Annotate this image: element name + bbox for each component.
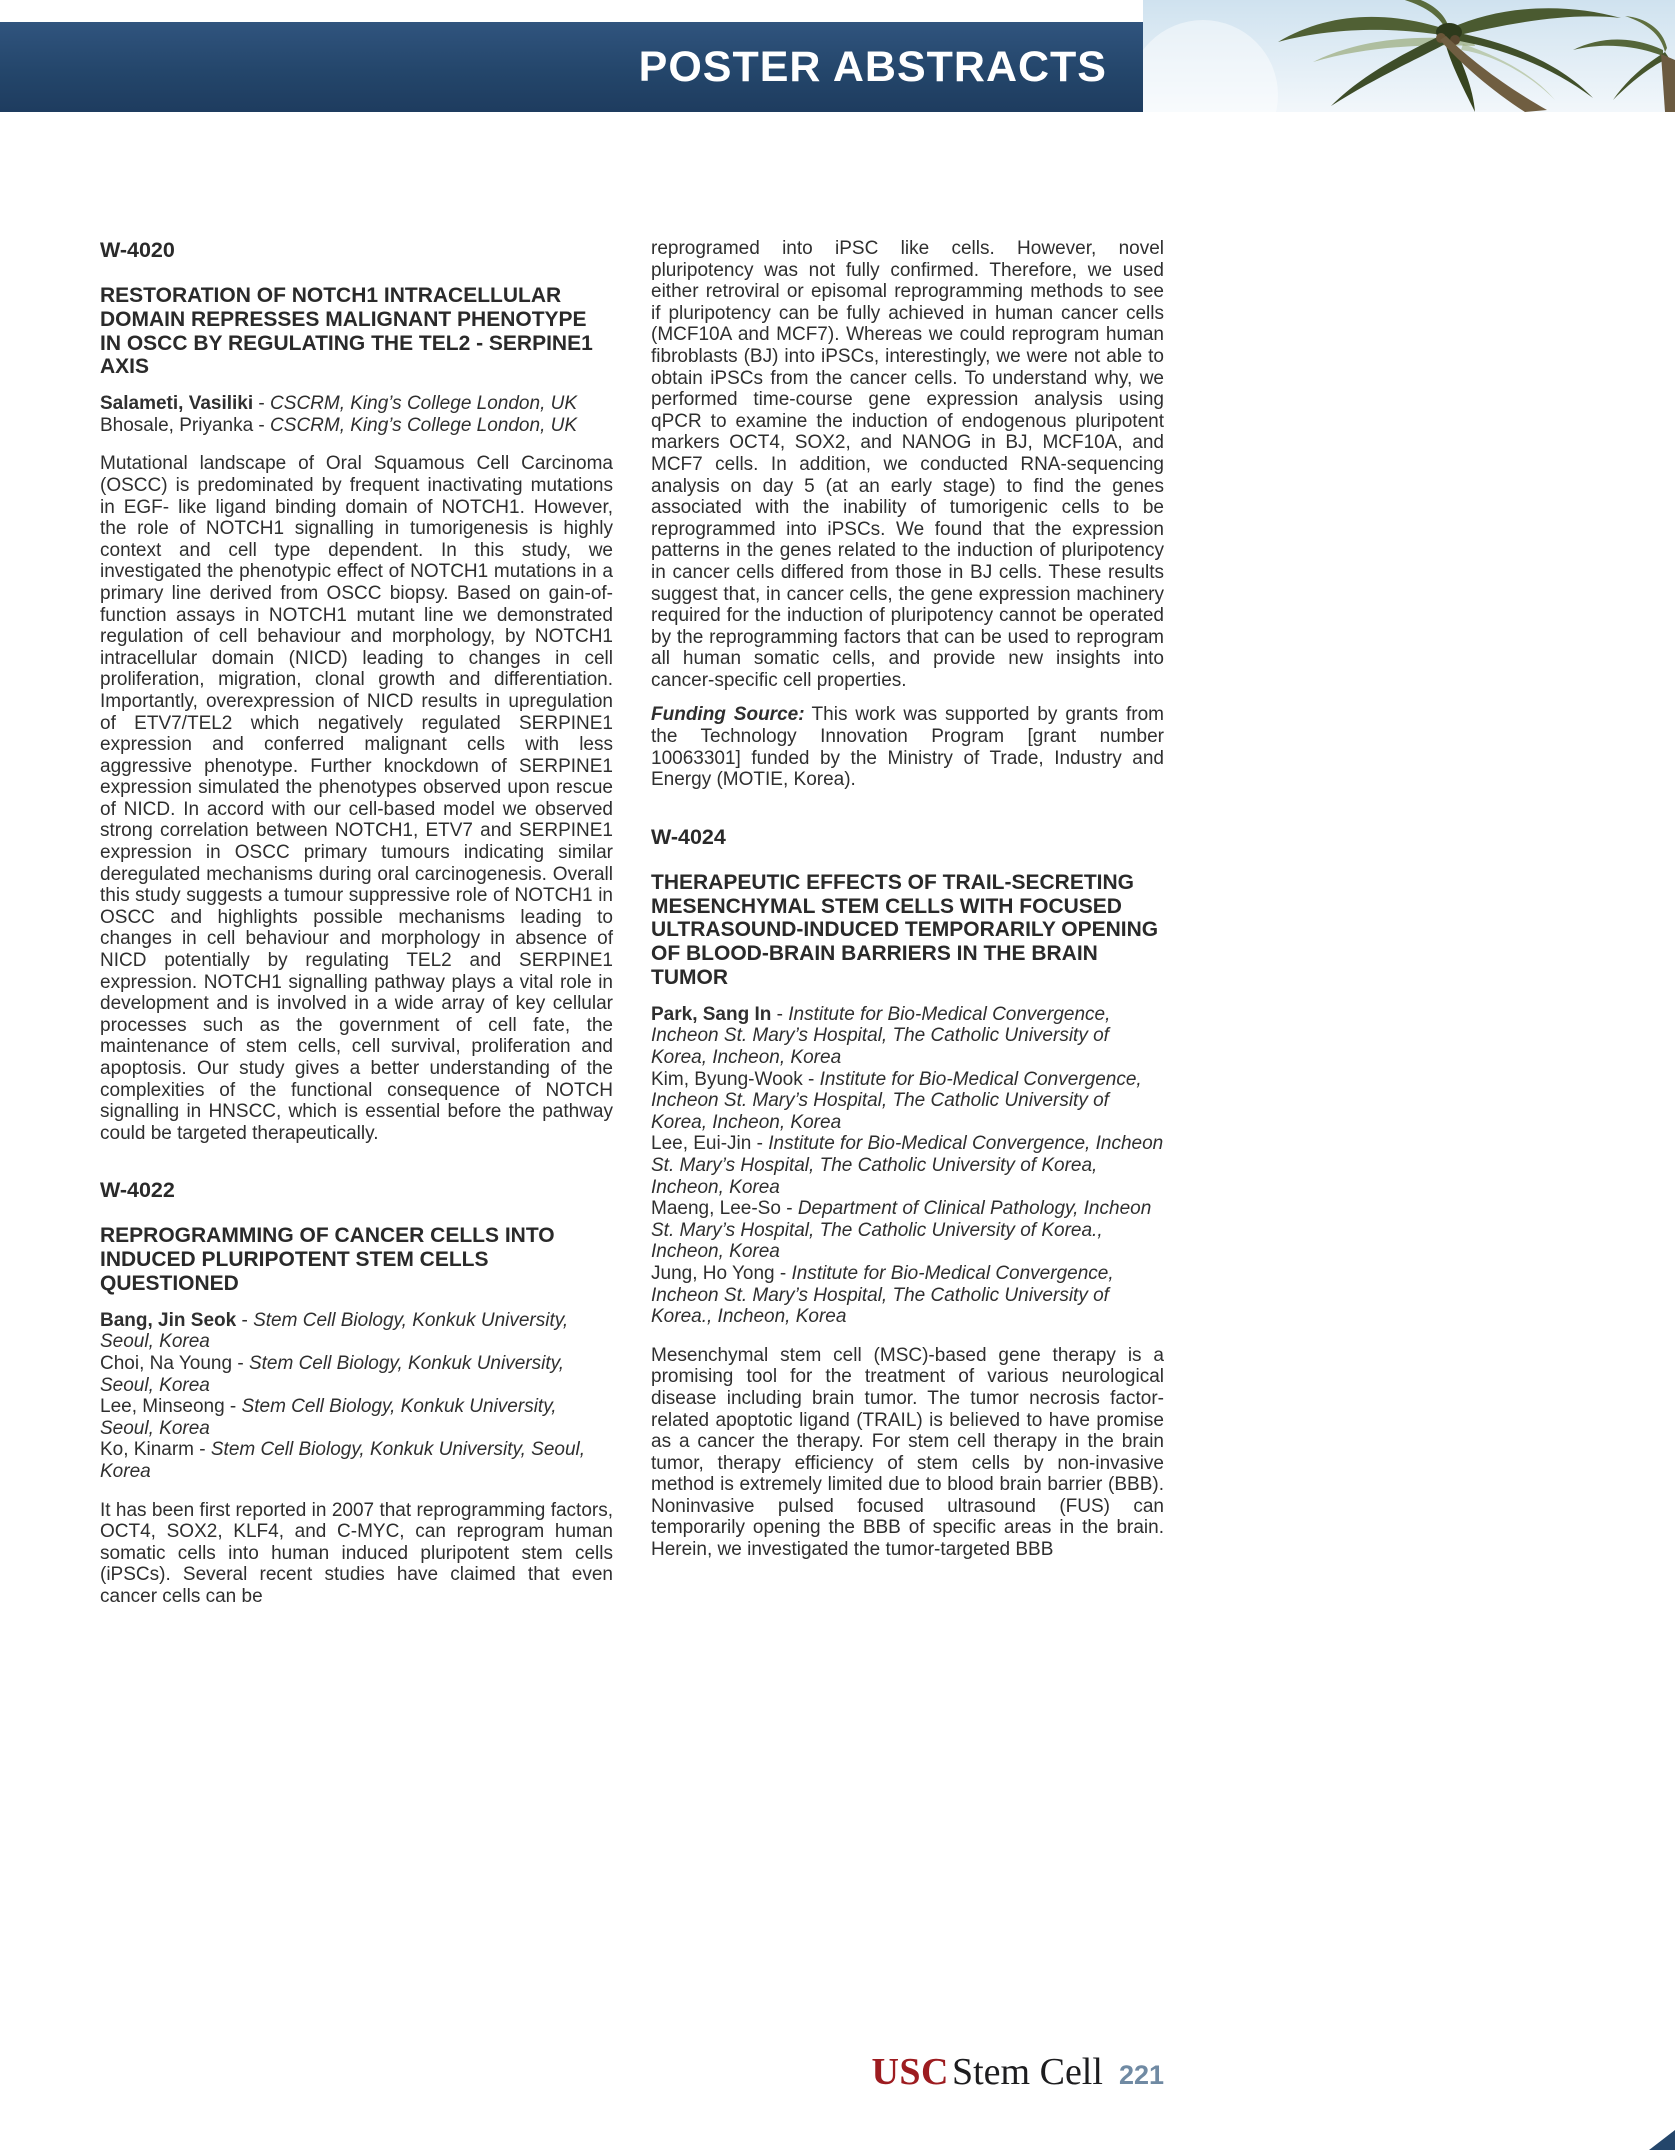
- author-entry: [100, 393, 613, 415]
- author-affiliation: Institute for Bio-Medical Convergence, Incheon St. Mary’s Hospital, The Catholic University of Korea, Incheon, Korea: [651, 1133, 1164, 1198]
- author-affiliation: Stem Cell Biology, Konkuk University, Seoul, Korea: [100, 1352, 564, 1396]
- author-entry: [651, 1198, 1164, 1263]
- abstract-title: THERAPEUTIC EFFECTS OF TRAIL-SECRETING MESENCHYMAL STEM CELLS WITH FOCUSED ULTRASOUND-INDUCED TEMPORARILY OPENING OF BLOOD-BRAIN BARRIERS IN THE BRAIN TUMOR: [651, 870, 1159, 990]
- page-title: POSTER ABSTRACTS: [638, 42, 1107, 91]
- author-affiliation: CSCRM, King’s College London, UK: [270, 414, 578, 436]
- author-entry: [100, 1310, 613, 1353]
- author-affiliation: CSCRM, King’s College London, UK: [270, 393, 578, 415]
- author-name: Park, Sang In: [651, 1003, 772, 1025]
- funding-source: [651, 704, 1164, 790]
- author-entry: [100, 1353, 613, 1396]
- author-name: Jung, Ho Yong: [651, 1262, 775, 1284]
- abstract-w4024: [651, 825, 1164, 1561]
- abstract-body: It has been first reported in 2007 that reprogramming factors, OCT4, SOX2, KLF4, and C-MYC, can reprogram human somatic cells into human induced pluripotent stem cells (iPSCs). Several recent studies have claimed that even cancer cells can be: [100, 1499, 613, 1607]
- page-number: 221: [1118, 2060, 1164, 2090]
- abstract-body: Mesenchymal stem cell (MSC)-based gene therapy is a promising tool for the treatment of various neurological disease including brain tumor. The tumor necrosis factor-related apoptotic ligand (TRAIL) is believed to have promise as a cancer the therapy. For stem cell therapy in the brain tumor, therapy efficiency of stem cells by non-invasive method is extremely limited due to blood brain barrier (BBB). Noninvasive pulsed focused ultrasound (FUS) can temporarily opening the BBB of specific areas in the brain. Herein, we investigated the tumor-targeted BBB: [651, 1344, 1164, 1561]
- author-separator: -: [236, 1309, 254, 1331]
- author-entry: [100, 1439, 613, 1482]
- funding-text: This work was supported by grants from the Technology Innovation Program [grant number 10063301] funded by the Ministry of Trade, Industry and Energy (MOTIE, Korea).: [651, 704, 1165, 791]
- author-separator: -: [751, 1133, 769, 1155]
- author-affiliation: Institute for Bio-Medical Convergence, Incheon St. Mary’s Hospital, The Catholic University of Korea, Incheon, Korea: [651, 1068, 1142, 1133]
- abstract-code: W-4024: [651, 824, 726, 849]
- abstracts-columns: [100, 238, 1164, 1641]
- author-affiliation: Institute for Bio-Medical Convergence, Incheon St. Mary’s Hospital, The Catholic University of Korea., Incheon, Korea: [651, 1262, 1114, 1328]
- abstract-body-continued: reprogramed into iPSC like cells. However, novel pluripotency was not fully confirmed. Therefore, we used either retroviral or episomal reprogramming methods to see if pluripotency can be fully achieved in human cancer cells (MCF10A and MCF7). Whereas we could reprogram human fibroblasts (BJ) into iPSCs, interestingly, we were not able to obtain iPSCs from the cancer cells. To understand why, we performed time-course gene expression analysis using qPCR to examine the induction of endogenous pluripotent markers OCT4, SOX2, and NANOG in BJ, MCF10A, and MCF7 cells. In addition, we conducted RNA-sequencing analysis on day 5 (at an early stage) to find the genes associated with the inability of tumorigenic cells to be reprogrammed into iPSCs. We found that the expression patterns in the genes related to the induction of pluripotency in cancer cells differed from those in BJ cells. These results suggest that, in cancer cells, the gene expression machinery required for the induction of pluripotency cannot be operated by the reprogramming factors that can be used to reprogram all human somatic cells, and provide new insights into cancer-specific cell properties.: [651, 238, 1164, 691]
- author-name: Kim, Byung-Wook: [651, 1068, 803, 1090]
- author-affiliation: Stem Cell Biology, Konkuk University, Seoul, Korea: [100, 1309, 569, 1353]
- left-column: [100, 238, 613, 1641]
- abstract-title: RESTORATION OF NOTCH1 INTRACELLULAR DOMAIN REPRESSES MALIGNANT PHENOTYPE IN OSCC BY REGULATING THE TEL2 - SERPINE1 AXIS: [100, 284, 593, 379]
- abstract-title: REPROGRAMMING OF CANCER CELLS INTO INDUCED PLURIPOTENT STEM CELLS QUESTIONED: [100, 1224, 555, 1295]
- author-affiliation: Department of Clinical Pathology, Incheon St. Mary’s Hospital, The Catholic University of Korea., Incheon, Korea: [651, 1198, 1152, 1263]
- authors-list: [100, 393, 613, 436]
- abstract-code: W-4020: [100, 238, 175, 262]
- author-name: Maeng, Lee-So: [651, 1198, 781, 1220]
- author-entry: [100, 415, 613, 437]
- author-separator: -: [774, 1262, 792, 1284]
- author-entry: [651, 1263, 1164, 1328]
- author-affiliation: Institute for Bio-Medical Convergence, Incheon St. Mary’s Hospital, The Catholic University of Korea, Incheon, Korea: [651, 1003, 1111, 1069]
- funding-label: Funding Source:: [651, 704, 805, 726]
- authors-list: [651, 1004, 1164, 1328]
- author-name: Bang, Jin Seok: [100, 1309, 237, 1331]
- abstract-body: Mutational landscape of Oral Squamous Cell Carcinoma (OSCC) is predominated by frequent inactivating mutations in EGF- like ligand binding domain of NOTCH1. However, the role of NOTCH1 signalling in tumorigenesis is highly context and cell type dependent. In this study, we investigated the phenotypic effect of NOTCH1 mutations in a primary line derived from OSCC biopsy. Based on gain-of-function assays in NOTCH1 mutant line we demonstrated regulation of cell behaviour and morphology, by NOTCH1 intracellular domain (NICD) leading to changes in cell proliferation, migration, clonal growth and differentiation. Importantly, overexpression of NICD results in upregulation of ETV7/TEL2 which negatively regulated SERPINE1 expression and conferred malignant cells with less aggressive phenotype. Further knockdown of SERPINE1 expression simulated the phenotypes observed upon rescue of NICD. In accord with our cell-based model we observed strong correlation between NOTCH1, ETV7 and SERPINE1 expression in OSCC primary tumours indicating similar deregulated mechanisms during oral carcinogenesis. Overall this study suggests a tumour suppressive role of NOTCH1 in OSCC and highlights possible mechanisms leading to changes in cell behaviour and morphology in absence of NICD potentially by regulating TEL2 and SERPINE1 expression. NOTCH1 signalling pathway plays a vital role in development and is involved in a wide array of key cellular processes such as the government of cell fate, the maintenance of stem cells, cell survival, proliferation and apoptosis. Our study gives a better understanding of the complexities of the functional consequence of NOTCH signalling in HNSCC, which is essential before the pathway could be targeted therapeutically.: [100, 453, 613, 1144]
- usc-logo: USC: [871, 2051, 949, 2093]
- author-name: Ko, Kinarm: [100, 1439, 194, 1461]
- author-entry: [651, 1133, 1164, 1198]
- abstract-w4020: [100, 238, 613, 1144]
- author-entry: [100, 1396, 613, 1439]
- author-separator: -: [193, 1439, 211, 1461]
- author-affiliation: Stem Cell Biology, Konkuk University, Seoul, Korea: [100, 1396, 557, 1439]
- author-separator: -: [780, 1198, 798, 1220]
- author-separator: -: [802, 1068, 820, 1090]
- authors-list: [100, 1310, 613, 1483]
- author-separator: -: [253, 414, 271, 436]
- palm-trees-image: [1143, 0, 1675, 112]
- author-separator: -: [224, 1396, 242, 1418]
- author-separator: -: [771, 1003, 789, 1025]
- abstract-code: W-4022: [100, 1178, 175, 1203]
- corner-accent: [1649, 2130, 1675, 2150]
- author-name: Bhosale, Priyanka: [100, 414, 254, 436]
- author-affiliation: Stem Cell Biology, Konkuk University, Seoul, Korea: [100, 1439, 586, 1482]
- author-separator: -: [232, 1352, 249, 1374]
- author-name: Lee, Eui-Jin: [651, 1133, 752, 1155]
- author-name: Choi, Na Young: [100, 1352, 233, 1374]
- author-name: Salameti, Vasiliki: [100, 393, 254, 415]
- abstract-w4022-continued: [651, 238, 1164, 791]
- stem-cell-logo: Stem Cell: [951, 2051, 1103, 2093]
- page-footer: [100, 2050, 1164, 2094]
- abstract-w4022: [100, 1178, 613, 1607]
- palm-trees-photo: [1143, 0, 1675, 112]
- author-entry: [651, 1069, 1164, 1134]
- right-column: [651, 238, 1164, 1641]
- author-name: Lee, Minseong: [100, 1396, 225, 1418]
- author-separator: -: [253, 393, 271, 415]
- header-band: [0, 22, 1143, 112]
- author-entry: [651, 1004, 1164, 1069]
